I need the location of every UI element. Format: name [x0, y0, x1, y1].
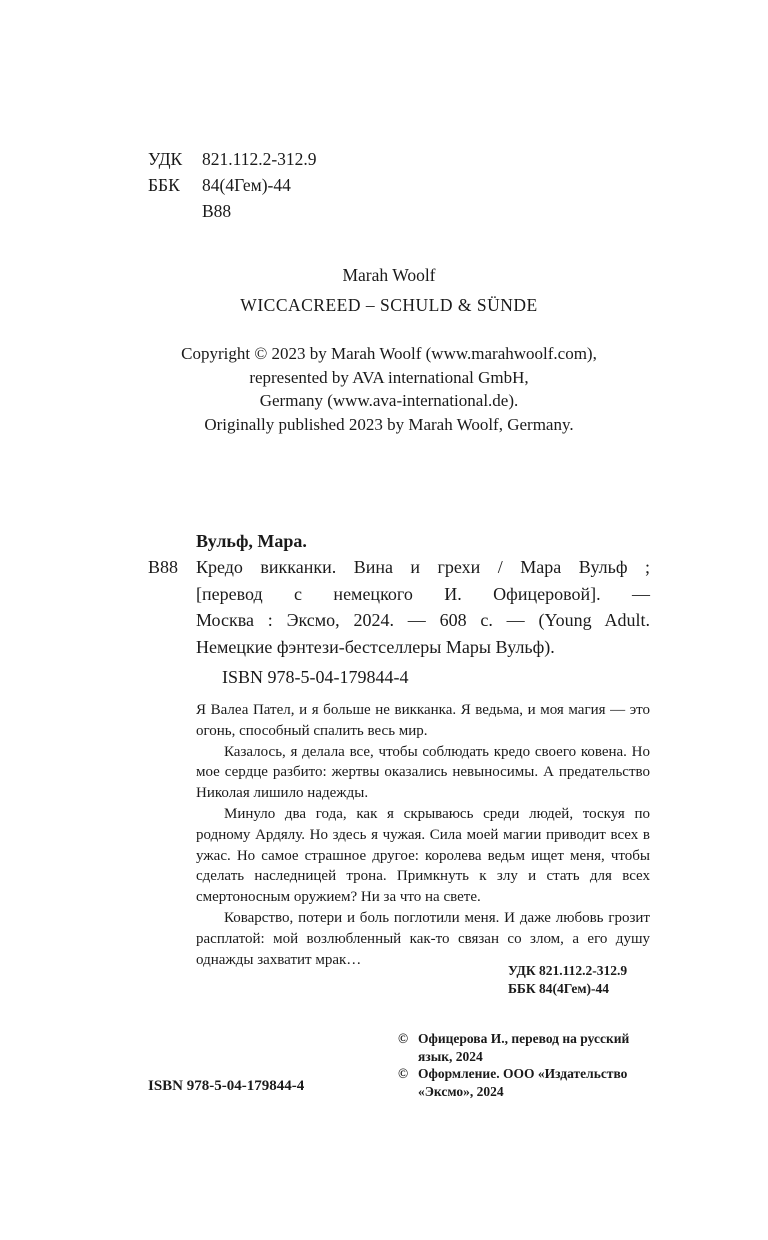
bbk-row — [148, 172, 317, 198]
catalog-author: Вульф, Мара. — [196, 531, 307, 551]
copyright-symbol: © — [398, 1066, 409, 1081]
catalog-description-line: Москва : Эксмо, 2024. — 608 с. — (Young Adult. — [196, 610, 650, 630]
catalog-description — [196, 554, 650, 660]
translation-credit — [398, 1030, 654, 1065]
bbk-label: ББК — [148, 175, 180, 195]
copyright-notice — [120, 342, 658, 436]
udk-row — [148, 146, 317, 172]
copyright-credits — [398, 1030, 654, 1100]
annotation-paragraph: Я Валеа Пател, и я больше не викканка. Я ведьма, и моя магия — это огонь, способный спалить весь мир. — [196, 702, 650, 739]
bbk-value: 84(4Гем)-44 — [202, 175, 291, 195]
copyright-line: Originally published 2023 by Marah Woolf, Germany. — [204, 414, 574, 434]
catalog-description-line: Кредо викканки. Вина и грехи / Мара Вульф ; — [196, 557, 650, 577]
bottom-bbk: ББК 84(4Гем)-44 — [508, 981, 609, 996]
copyright-line: Copyright © 2023 by Marah Woolf (www.marahwoolf.com), — [181, 344, 597, 363]
isbn-bottom: ISBN 978-5-04-179844-4 — [148, 1078, 305, 1094]
catalog-description-line: [перевод с немецкого И. Офицеровой]. — — [196, 583, 650, 604]
design-credit-text: Оформление. ООО «Издательство «Эксмо», 2024 — [418, 1066, 628, 1099]
design-credit — [398, 1065, 654, 1100]
annotation-paragraph: Казалось, я делала все, чтобы соблюдать кредо своего ковена. Но мое сердце разбито: жертвы оказались невыносимы. А предательство Николая лишило надежды. — [196, 743, 650, 802]
udk-value: 821.112.2-312.9 — [202, 149, 317, 169]
classification-block — [148, 146, 317, 224]
author-mark: В88 — [202, 201, 232, 221]
bottom-classification — [508, 962, 627, 998]
copyright-line: represented by AVA international GmbH, — [249, 367, 529, 387]
original-title: WICCACREED – SCHULD & SÜNDE — [240, 295, 538, 315]
bottom-udk: УДК 821.112.2-312.9 — [508, 963, 628, 978]
original-author: Marah Woolf — [342, 265, 436, 285]
copyright-line: Germany (www.ava-international.de). — [259, 391, 519, 410]
catalog-code: В88 — [148, 557, 179, 577]
copyright-symbol: © — [398, 1031, 409, 1046]
annotation-paragraph: Коварство, потери и боль поглотили меня. И даже любовь грозит расплатой: мой возлюбленный как-то связан со злом, а его душу однажды захватит мрак… — [196, 909, 650, 968]
annotation-paragraph: Минуло два года, как я скрываюсь среди людей, тоскуя по родному Ардялу. Но здесь я чужая. Сила моей магии приводит всех в ужас. Но самое страшное другое: королева ведьм ищет меня, чтобы сделать наследницей трона. Примкнуть к злу и стать для всех смертоносным оружием? Ни за что на свете. — [196, 805, 650, 906]
translation-credit-text: Офицерова И., перевод на русский язык, 2024 — [418, 1031, 630, 1064]
annotation — [196, 700, 650, 970]
catalog-description-line: Немецкие фэнтези-бестселлеры Мары Вульф). — [196, 636, 555, 657]
udk-label: УДК — [148, 149, 183, 169]
catalog-isbn: ISBN 978-5-04-179844-4 — [222, 667, 409, 687]
